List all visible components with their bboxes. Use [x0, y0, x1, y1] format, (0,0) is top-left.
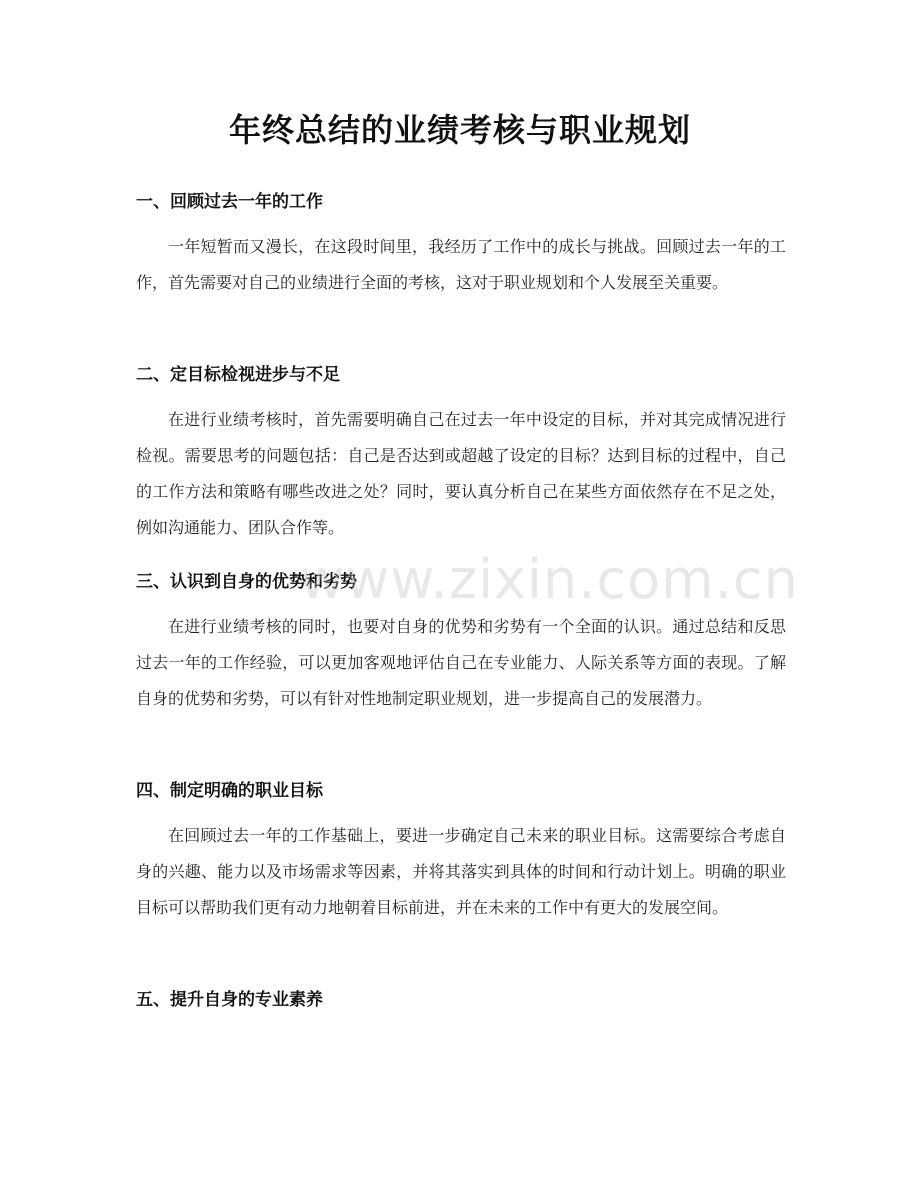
section-3 [136, 570, 786, 717]
section-heading: 一、回顾过去一年的工作 [136, 192, 323, 212]
watermark: www.zixin.com.cn [300, 548, 799, 611]
section-2 [136, 363, 786, 546]
section-paragraph: 在进行业绩考核时，首先需要明确自己在过去一年中设定的目标，并对其完成情况进行检视。需要思考的问题包括：自己是否达到或超越了设定的目标？达到目标的过程中，自己的工作方法和策略有哪些改进之处？同时，要认真分析自己在某些方面依然存在不足之处，例如沟通能力、团队合作等。 [136, 410, 786, 537]
section-1 [136, 190, 786, 301]
section-heading: 五、提升自身的专业素养 [136, 990, 323, 1010]
section-paragraph: 在回顾过去一年的工作基础上，要进一步确定自己未来的职业目标。这需要综合考虑自身的兴趣、能力以及市场需求等因素，并将其落实到具体的时间和行动计划上。明确的职业目标可以帮助我们更有动力地朝着目标前进，并在未来的工作中有更大的发展空间。 [136, 826, 786, 917]
section-heading: 二、定目标检视进步与不足 [136, 365, 340, 385]
section-4 [136, 779, 786, 926]
document-title: 年终总结的业绩考核与职业规划 [228, 111, 691, 149]
section-paragraph: 一年短暂而又漫长，在这段时间里，我经历了工作中的成长与挑战。回顾过去一年的工作，首先需要对自己的业绩进行全面的考核，这对于职业规划和个人发展至关重要。 [136, 237, 786, 292]
section-5 [136, 988, 786, 1012]
section-paragraph: 在进行业绩考核的同时，也要对自身的优势和劣势有一个全面的认识。通过总结和反思过去一年的工作经验，可以更加客观地评估自己在专业能力、人际关系等方面的表现。了解自身的优势和劣势，可以有针对性地制定职业规划，进一步提高自己的发展潜力。 [136, 617, 786, 708]
section-heading: 三、认识到自身的优势和劣势 [136, 572, 357, 592]
section-heading: 四、制定明确的职业目标 [136, 781, 323, 801]
